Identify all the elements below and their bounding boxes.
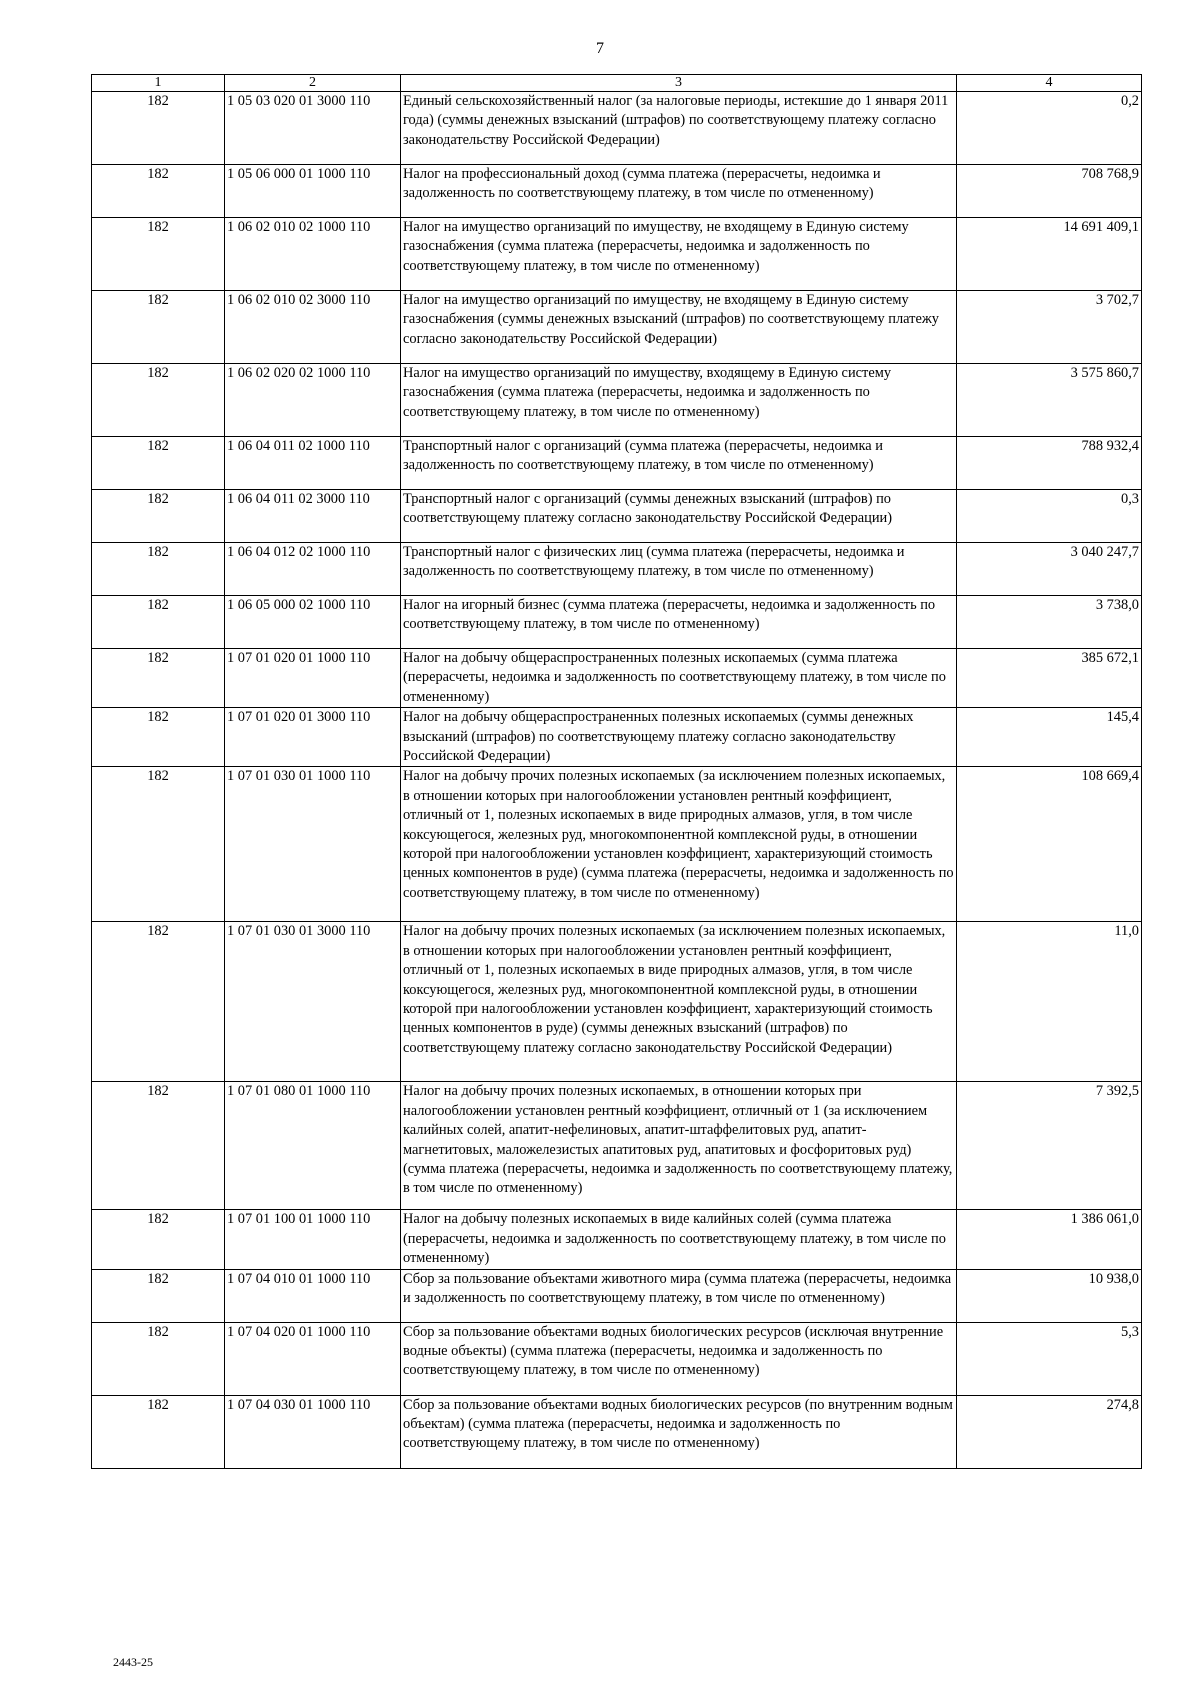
revenue-name-cell: Транспортный налог с организаций (сумма платежа (перерасчеты, недоимка и задолженность по соответствующему платежу, в том числе по отмененному)	[401, 437, 957, 490]
budget-code-cell: 1 07 04 010 01 1000 110	[225, 1269, 401, 1322]
admin-code-cell: 182	[92, 1269, 225, 1322]
admin-code-cell: 182	[92, 92, 225, 165]
amount-cell: 274,8	[957, 1395, 1142, 1468]
admin-code-cell: 182	[92, 291, 225, 364]
table-row	[92, 708, 1142, 767]
amount-cell: 11,0	[957, 922, 1142, 1082]
column-header-2: 2	[225, 75, 401, 92]
amount-cell: 108 669,4	[957, 767, 1142, 922]
document-code: 2443-25	[113, 1655, 153, 1669]
admin-code-cell: 182	[92, 649, 225, 708]
revenue-name-cell: Налог на игорный бизнес (сумма платежа (перерасчеты, недоимка и задолженность по соответствующему платежу, в том числе по отмененному)	[401, 596, 957, 649]
amount-cell: 708 768,9	[957, 165, 1142, 218]
admin-code-cell: 182	[92, 218, 225, 291]
table-row	[92, 291, 1142, 364]
table-row	[92, 437, 1142, 490]
admin-code-cell: 182	[92, 767, 225, 922]
page-number: 7	[596, 40, 604, 57]
revenue-name-cell: Налог на имущество организаций по имуществу, не входящему в Единую систему газоснабжения (суммы денежных взысканий (штрафов) по соответствующему платежу согласно законодательству Российской Федерации)	[401, 291, 957, 364]
budget-code-cell: 1 06 04 012 02 1000 110	[225, 543, 401, 596]
budget-code-cell: 1 07 01 020 01 3000 110	[225, 708, 401, 767]
revenue-name-cell: Сбор за пользование объектами водных биологических ресурсов (исключая внутренние водные объекты) (сумма платежа (перерасчеты, недоимка и задолженность по соответствующему платежу, в том числе по отмененному)	[401, 1322, 957, 1395]
column-header-3: 3	[401, 75, 957, 92]
budget-code-cell: 1 06 02 010 02 1000 110	[225, 218, 401, 291]
column-header-1: 1	[92, 75, 225, 92]
admin-code-cell: 182	[92, 708, 225, 767]
revenue-name-cell: Налог на имущество организаций по имуществу, входящему в Единую систему газоснабжения (сумма платежа (перерасчеты, недоимка и задолженность по соответствующему платежу, в том числе по отмененному)	[401, 364, 957, 437]
revenue-name-cell: Сбор за пользование объектами водных биологических ресурсов (по внутренним водным объектам) (сумма платежа (перерасчеты, недоимка и задолженность по соответствующему платежу, в том числе по отмененному)	[401, 1395, 957, 1468]
budget-code-cell: 1 06 02 010 02 3000 110	[225, 291, 401, 364]
table-row	[92, 596, 1142, 649]
table-row	[92, 364, 1142, 437]
amount-cell: 7 392,5	[957, 1082, 1142, 1210]
table-row	[92, 1082, 1142, 1210]
table-row	[92, 490, 1142, 543]
header-row	[92, 75, 1142, 92]
amount-cell: 1 386 061,0	[957, 1210, 1142, 1269]
budget-code-cell: 1 07 04 030 01 1000 110	[225, 1395, 401, 1468]
admin-code-cell: 182	[92, 1322, 225, 1395]
amount-cell: 5,3	[957, 1322, 1142, 1395]
admin-code-cell: 182	[92, 1082, 225, 1210]
column-header-4: 4	[957, 75, 1142, 92]
amount-cell: 3 040 247,7	[957, 543, 1142, 596]
revenue-name-cell: Налог на добычу прочих полезных ископаемых, в отношении которых при налогообложении установлен рентный коэффициент, отличный от 1 (за исключением калийных солей, апатит-нефелиновых, апатит-штаффелитовых руд, апатит-магнетитовых, маложелезистых апатитовых руд, апатитовых и фосфоритовых руд) (сумма платежа (перерасчеты, недоимка и задолженность по соответствующему платежу, в том числе по отмененному)	[401, 1082, 957, 1210]
revenue-name-cell: Транспортный налог с организаций (суммы денежных взысканий (штрафов) по соответствующему платежу согласно законодательству Российской Федерации)	[401, 490, 957, 543]
budget-code-cell: 1 05 06 000 01 1000 110	[225, 165, 401, 218]
amount-cell: 14 691 409,1	[957, 218, 1142, 291]
revenue-name-cell: Сбор за пользование объектами животного мира (сумма платежа (перерасчеты, недоимка и задолженность по соответствующему платежу, в том числе по отмененному)	[401, 1269, 957, 1322]
table-row	[92, 767, 1142, 922]
table-row	[92, 165, 1142, 218]
revenue-name-cell: Налог на добычу общераспространенных полезных ископаемых (суммы денежных взысканий (штрафов) по соответствующему платежу согласно законодательству Российской Федерации)	[401, 708, 957, 767]
admin-code-cell: 182	[92, 165, 225, 218]
amount-cell: 0,2	[957, 92, 1142, 165]
amount-cell: 3 575 860,7	[957, 364, 1142, 437]
amount-cell: 385 672,1	[957, 649, 1142, 708]
revenue-name-cell: Налог на профессиональный доход (сумма платежа (перерасчеты, недоимка и задолженность по соответствующему платежу, в том числе по отмененному)	[401, 165, 957, 218]
admin-code-cell: 182	[92, 490, 225, 543]
table-header	[92, 75, 1142, 92]
admin-code-cell: 182	[92, 596, 225, 649]
budget-code-cell: 1 07 01 080 01 1000 110	[225, 1082, 401, 1210]
table-row	[92, 1269, 1142, 1322]
budget-code-cell: 1 07 01 100 01 1000 110	[225, 1210, 401, 1269]
budget-code-cell: 1 06 05 000 02 1000 110	[225, 596, 401, 649]
table-row	[92, 1322, 1142, 1395]
budget-code-cell: 1 07 01 020 01 1000 110	[225, 649, 401, 708]
amount-cell: 788 932,4	[957, 437, 1142, 490]
revenue-table	[91, 74, 1142, 1469]
amount-cell: 145,4	[957, 708, 1142, 767]
amount-cell: 3 702,7	[957, 291, 1142, 364]
budget-code-cell: 1 07 04 020 01 1000 110	[225, 1322, 401, 1395]
table-row	[92, 649, 1142, 708]
table-row	[92, 218, 1142, 291]
revenue-name-cell: Налог на добычу полезных ископаемых в виде калийных солей (сумма платежа (перерасчеты, недоимка и задолженность по соответствующему платежу, в том числе по отмененному)	[401, 1210, 957, 1269]
budget-code-cell: 1 06 04 011 02 1000 110	[225, 437, 401, 490]
amount-cell: 10 938,0	[957, 1269, 1142, 1322]
table-row	[92, 922, 1142, 1082]
revenue-name-cell: Налог на добычу общераспространенных полезных ископаемых (сумма платежа (перерасчеты, недоимка и задолженность по соответствующему платежу, в том числе по отмененному)	[401, 649, 957, 708]
table-row	[92, 1395, 1142, 1468]
admin-code-cell: 182	[92, 1395, 225, 1468]
budget-code-cell: 1 06 04 011 02 3000 110	[225, 490, 401, 543]
revenue-name-cell: Налог на имущество организаций по имуществу, не входящему в Единую систему газоснабжения (сумма платежа (перерасчеты, недоимка и задолженность по соответствующему платежу, в том числе по отмененному)	[401, 218, 957, 291]
admin-code-cell: 182	[92, 543, 225, 596]
admin-code-cell: 182	[92, 1210, 225, 1269]
revenue-name-cell: Единый сельскохозяйственный налог (за налоговые периоды, истекшие до 1 января 2011 года) (суммы денежных взысканий (штрафов) по соответствующему платежу согласно законодательству Российской Федерации)	[401, 92, 957, 165]
table-body	[92, 92, 1142, 1469]
revenue-name-cell: Транспортный налог с физических лиц (сумма платежа (перерасчеты, недоимка и задолженность по соответствующему платежу, в том числе по отмененному)	[401, 543, 957, 596]
budget-code-cell: 1 07 01 030 01 3000 110	[225, 922, 401, 1082]
table-row	[92, 92, 1142, 165]
revenue-name-cell: Налог на добычу прочих полезных ископаемых (за исключением полезных ископаемых, в отношении которых при налогообложении установлен рентный коэффициент, отличный от 1, полезных ископаемых в виде природных алмазов, угля, в том числе коксующегося, железных руд, многокомпонентной комплексной руды, в отношении которой при налогообложении установлен коэффициент, характеризующий стоимость ценных компонентов в руде) (сумма платежа (перерасчеты, недоимка и задолженность по соответствующему платежу, в том числе по отмененному)	[401, 767, 957, 922]
budget-code-cell: 1 05 03 020 01 3000 110	[225, 92, 401, 165]
admin-code-cell: 182	[92, 364, 225, 437]
admin-code-cell: 182	[92, 437, 225, 490]
budget-code-cell: 1 07 01 030 01 1000 110	[225, 767, 401, 922]
revenue-name-cell: Налог на добычу прочих полезных ископаемых (за исключением полезных ископаемых, в отношении которых при налогообложении установлен рентный коэффициент, отличный от 1, полезных ископаемых в виде природных алмазов, угля, в том числе коксующегося, железных руд, многокомпонентной комплексной руды, в отношении которой при налогообложении установлен коэффициент, характеризующий стоимость ценных компонентов в руде) (суммы денежных взысканий (штрафов) по соответствующему платежу согласно законодательству Российской Федерации)	[401, 922, 957, 1082]
amount-cell: 3 738,0	[957, 596, 1142, 649]
budget-code-cell: 1 06 02 020 02 1000 110	[225, 364, 401, 437]
admin-code-cell: 182	[92, 922, 225, 1082]
table-row	[92, 1210, 1142, 1269]
table-row	[92, 543, 1142, 596]
amount-cell: 0,3	[957, 490, 1142, 543]
